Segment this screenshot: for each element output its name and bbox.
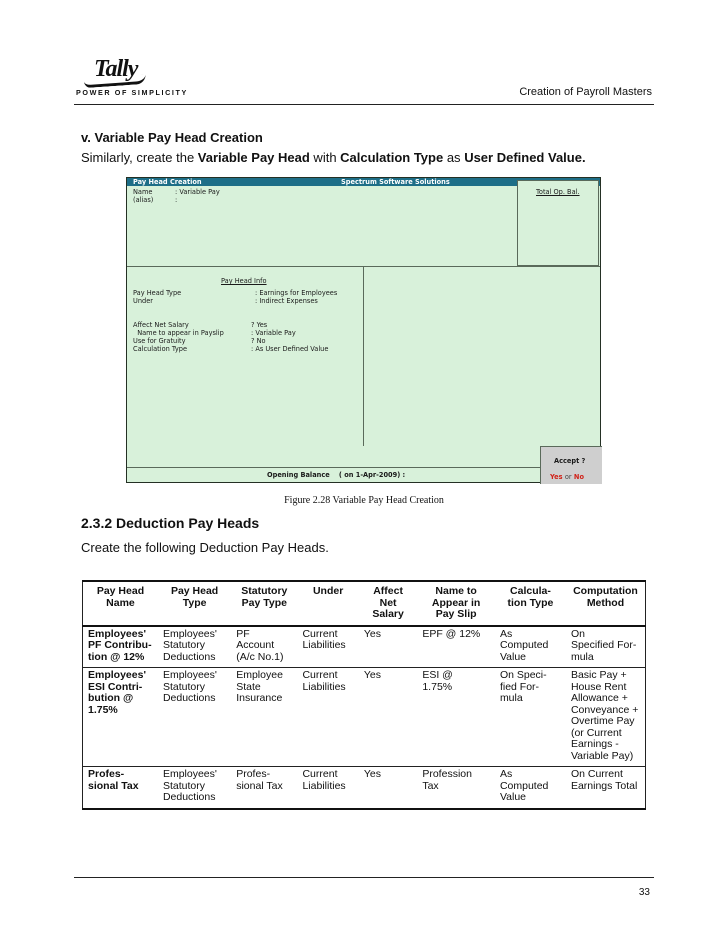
cell-line: Tax [422,779,439,792]
header-line: tion Type [507,596,554,609]
table-row [83,626,646,668]
cell-line: sional Tax [88,779,139,792]
screen-column-divider [363,266,364,446]
cell-line: On [570,627,585,640]
table-cell [566,767,646,809]
pay-head-info-title: Pay Head Info [221,277,267,285]
table-header-row [83,581,646,626]
cell-line: As [499,768,513,780]
calculation-type-field[interactable]: : As User Defined Value [251,345,329,353]
table-cell [297,668,358,767]
cell-line: On Current [570,768,623,780]
table-cell [83,767,158,809]
header-line: Pay Slip [435,608,477,620]
table-cell [417,668,495,767]
cell-line: tion @ 12% [88,650,145,663]
alias-label: (alias) [133,196,154,204]
cell-line: Computed [499,639,549,651]
tally-logo [76,56,188,97]
cell-line: Computed [499,779,549,792]
table-header-cell [297,581,358,626]
deduction-pay-heads-table [82,580,646,810]
header-line: Name [106,596,135,609]
cell-line: On Speci- [499,669,547,681]
header-divider [74,104,654,105]
cell-line: Statutory [162,639,205,651]
screen-title: Pay Head Creation [133,178,202,186]
table-cell [297,626,358,668]
cell-line: Profes- [88,768,125,780]
cell-line: bution @ [88,692,134,704]
section-intro [81,150,586,165]
accept-options [550,473,584,481]
page-number: 33 [638,887,650,898]
cell-line: Liabilities [302,779,346,792]
table-row [83,668,646,767]
header-line: Pay Type [241,596,287,609]
subsection-intro: Create the following Deduction Pay Heads. [81,540,329,555]
table-cell [495,626,566,668]
logo-wordmark: Tally [94,56,138,82]
cell-line: PF [236,627,250,640]
tally-pay-head-creation-screen [126,177,601,483]
table-header-cell [417,581,495,626]
intro-part: Similarly, create the [81,150,198,165]
intro-part: with [309,150,341,165]
cell-line: fied For- [499,680,540,693]
table-cell [231,767,297,809]
table-cell [158,626,231,668]
cell-line: Earnings Total [570,779,638,792]
screen-footer-divider [127,467,600,468]
header-line: Pay Head [170,585,219,597]
header-line: Computation [573,585,638,597]
cell-line: (or Current [570,726,622,739]
name-in-payslip-field[interactable]: : Variable Pay [251,329,296,337]
use-for-gratuity-field[interactable]: ? No [251,337,266,345]
cell-line: Statutory [162,779,205,792]
table-cell [297,767,358,809]
company-name: Spectrum Software Solutions [341,178,450,186]
logo-tagline: POWER OF SIMPLICITY [76,88,188,97]
table-cell [231,668,297,767]
cell-line: Current [302,768,338,780]
cell-line: Yes [363,768,381,780]
cell-line: ESI Contri- [88,680,143,693]
cell-line: Yes [363,669,381,681]
subsection-title: 2.3.2 Deduction Pay Heads [81,515,260,531]
header-line: Calcula- [510,585,551,597]
cell-line: PF Contribu- [88,639,152,651]
cell-line: EPF @ 12% [422,627,481,640]
field-label: Use for Gratuity [133,337,186,345]
cell-line: Overtime Pay [570,715,635,727]
cell-line: Profession [422,768,472,780]
name-field[interactable]: : Variable Pay [175,188,220,196]
header-line: Salary [372,608,404,620]
cell-line: 1.75% [88,703,118,716]
cell-line: Yes [363,627,381,640]
cell-line: Variable Pay) [570,749,634,762]
table-cell [83,626,158,668]
cell-line: Deductions [162,650,216,663]
figure-caption: Figure 2.28 Variable Pay Head Creation [284,495,444,506]
table-cell [566,668,646,767]
table-cell [83,668,158,767]
cell-line: 1.75% [422,680,453,693]
table-cell [359,767,418,809]
cell-line: sional Tax [236,779,283,792]
table-header-cell [495,581,566,626]
header-line: Method [586,596,625,609]
cell-line: Profes- [236,768,271,780]
cell-line: Employees' [162,627,217,640]
cell-line: Liabilities [302,680,346,693]
table-cell [359,668,418,767]
cell-line: Employee [236,669,283,681]
cell-line: Employees' [162,669,217,681]
cell-line: As [499,627,513,640]
cell-line: mula [499,692,523,704]
footer-divider [74,877,654,878]
affect-net-salary-field[interactable]: ? Yes [251,321,268,329]
table-cell [495,668,566,767]
total-op-bal-label: Total Op. Bal. [536,188,580,196]
table-header-cell [83,581,158,626]
table-header-cell [359,581,418,626]
cell-line: Employees' [162,768,217,780]
field-label: Under [133,297,153,305]
field-label: Pay Head Type [133,289,182,297]
cell-line: Specified For- [570,639,637,651]
table-body [83,626,646,809]
table-row [83,767,646,809]
cell-line: State [236,680,261,693]
cell-line: House Rent [570,680,627,693]
header-line: Pay Head [96,585,145,597]
cell-line: Conveyance + [570,703,639,716]
cell-line: mula [570,650,594,663]
under-field[interactable]: : Indirect Expenses [255,297,318,305]
header-line: Affect [373,585,403,597]
field-label: Calculation Type [133,345,188,353]
accept-prompt: Accept ? [554,457,586,465]
table-cell [566,626,646,668]
accept-dialog [540,446,602,484]
cell-line: Employees' [88,627,146,640]
cell-line: Current [302,627,338,640]
chapter-title: Creation of Payroll Masters [519,86,652,98]
table-cell [158,668,231,767]
table-header-cell [231,581,297,626]
pay-head-type-field[interactable]: : Earnings for Employees [255,289,338,297]
table-header-cell [158,581,231,626]
alias-field[interactable]: : [175,196,178,204]
table-cell [231,626,297,668]
header-line: Name to [435,585,477,597]
intro-emphasis: Variable Pay Head [197,150,310,165]
cell-line: ESI @ [422,669,453,681]
header-line: Under [312,585,344,597]
accept-no-button[interactable]: No [573,473,584,481]
table-cell [158,767,231,809]
header-line: Net [379,596,397,609]
cell-line: Account [236,639,275,651]
field-label: Affect Net Salary [133,321,189,329]
name-label: Name [133,188,153,196]
cell-line: Deductions [162,791,216,803]
total-op-bal-panel [517,180,599,266]
header-line: Statutory [241,585,288,597]
table-header-cell [566,581,646,626]
cell-line: Insurance [236,692,283,704]
cell-line: Statutory [162,680,205,693]
intro-emphasis: User Defined Value. [464,150,586,165]
field-label: Name to appear in Payslip [133,329,224,337]
table-cell [417,626,495,668]
cell-line: Liabilities [302,639,346,651]
table-cell [417,767,495,809]
table-cell [495,767,566,809]
opening-balance-label: Opening Balance ( on 1-Apr-2009) : [267,471,406,479]
intro-emphasis: Calculation Type [340,150,444,165]
cell-line: Basic Pay + [570,669,627,681]
cell-line: Value [499,650,527,663]
header-line: Appear in [431,596,481,609]
cell-line: Value [499,791,527,803]
accept-or-text: or [564,473,572,481]
table-cell [359,626,418,668]
cell-line: Current [302,669,338,681]
cell-line: Employees' [88,669,146,681]
header-line: Type [182,596,207,609]
cell-line: Allowance + [570,692,628,704]
section-title: v. Variable Pay Head Creation [81,130,263,145]
intro-part: as [443,150,465,165]
cell-line: (A/c No.1) [236,650,284,663]
cell-line: Earnings - [570,738,619,750]
accept-yes-button[interactable]: Yes [550,473,563,481]
cell-line: Deductions [162,692,216,704]
